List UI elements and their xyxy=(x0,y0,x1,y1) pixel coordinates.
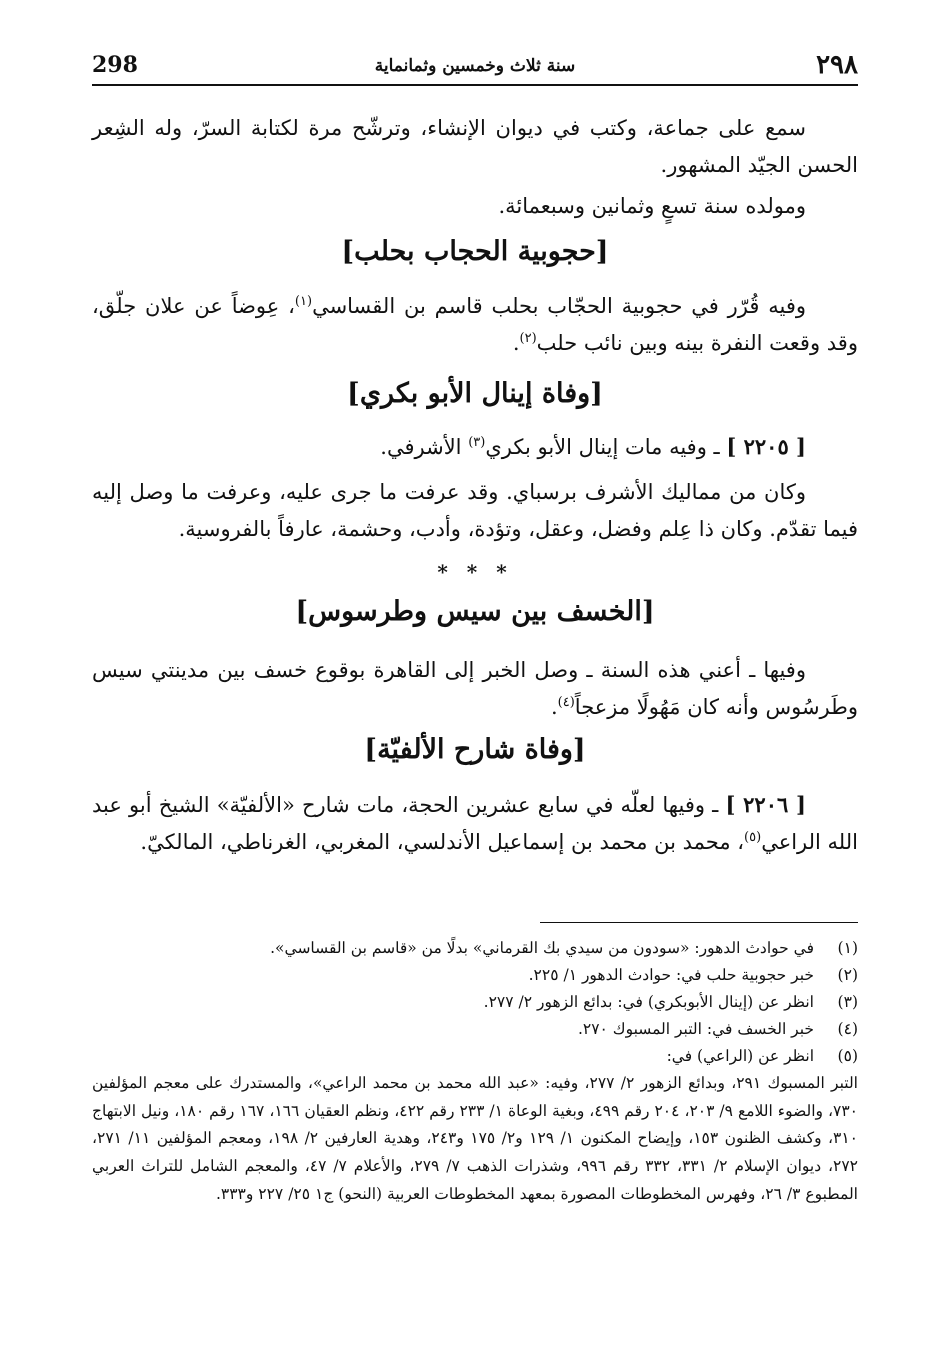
footnote-ref-4[interactable]: (٤) xyxy=(557,695,575,710)
footnote-1-mark: (١) xyxy=(837,939,858,957)
footnote-4 xyxy=(92,1016,858,1043)
paragraph-7-text-a: ـ وفيها لعلّه في سابع عشرين الحجة، مات شارح «الألفيّة» الشيخ أبو عبد الله الراعي xyxy=(92,793,858,854)
footnote-ref-3[interactable]: (٣) xyxy=(468,435,486,450)
page-number-arabic: ٢٩٨ xyxy=(816,50,858,80)
paragraph-1: سمع على جماعة، وكتب في ديوان الإنشاء، وترشّح مرة لكتابة السرّ، وله الشِعر الحسن الجيّد المشهور. xyxy=(92,116,858,177)
paragraph-2: ومولده سنة تسعٍ وثمانين وسبعمائة. xyxy=(498,194,806,218)
section-heading-alfiyya: [وفاة شارح الألفيّة] xyxy=(364,734,586,765)
paragraph-4 xyxy=(92,428,858,466)
footnote-2-text: خبر حجوبية حلب في: حوادث الدهور ١/ ٢٢٥. xyxy=(528,966,814,984)
footnote-2-mark: (٢) xyxy=(837,966,858,984)
footnote-3-text: انظر عن (إينال الأبوبكري) في: بدائع الزهور ٢/ ٢٧٧. xyxy=(483,993,814,1011)
paragraph-4-text-a: ـ وفيه مات إينال الأبو بكري xyxy=(485,435,727,459)
footnote-3-mark: (٣) xyxy=(837,993,858,1011)
footnote-ref-2[interactable]: (٢) xyxy=(519,331,537,346)
paragraph-3-text-c: . xyxy=(512,331,520,355)
footnote-5-body: التبر المسبوك ٢٩١، وبدائع الزهور ٢/ ٢٧٧، وفيه: «عبد الله محمد بن محمد الراعي»، والمستدرك على معجم المؤلفين ٧٣٠، والضوء اللامع ٩/ ٢٠٣، ٢٠٤ رقم ٤٩٩، وبغية الوعاة ١/ ٢٣٣ رقم ٤٢٢، ونظم العقيان ١٦٦، ١٦٧ رقم ١٨٠، ونيل الابتهاج ٣١٠، وكشف الظنون ١٥٣، وإيضاح المكنون ١/ ١٢٩ و٢/ ١٧٥ و٢٤٣، وهدية العارفين ٢/ ١٩٨، ومعجم المؤلفين ١١/ ٢٧١، ٢٧٢، ديوان الإسلام ٢/ ٣٣١، ٣٣٢ رقم ٩٩٦، وشذرات الذهب ٧/ ٢٧٩، والأعلام ٧/ ٤٧، والمعجم الشامل للتراث العربي المطبوع ٣/ ٢٦، وفهرس المخطوطات المصورة بمعهد المخطوطات العربية (النحو) ج١ ٢٥/ ٢٢٧ و٣٣٣. xyxy=(92,1074,859,1203)
page-header xyxy=(92,48,858,86)
paragraph-3 xyxy=(92,288,858,362)
footnote-1 xyxy=(92,935,858,962)
running-title: سنة ثلاث وخمسين وثمانماية xyxy=(374,56,576,76)
page-number-latin: 298 xyxy=(92,52,138,78)
paragraph-5: وكان من مماليك الأشرف برسباي. وقد عرفت ما جرى عليه، وعرفت ما وصل إليه فيما تقدّم. وكان ذا عِلم وفضل، وعقل، وتؤدة، وأدب، وحشمة، عارفاً بالفروسية. xyxy=(92,480,858,541)
paragraph-7 xyxy=(92,786,858,861)
footnote-ref-1[interactable]: (١) xyxy=(294,294,313,309)
paragraph-3-text-a: وفيه قُرّر في حجوبية الحجّاب بحلب قاسم بن القساسي xyxy=(312,294,806,318)
paragraph-3-text-b: ، عِوضاً عن علان جلّق، وقد وقعت النفرة بينه وبين نائب حلب xyxy=(92,294,858,355)
section-heading-khasf: [الخسف بين سيس وطرسوس] xyxy=(295,596,655,627)
footnote-divider xyxy=(540,922,858,923)
footnote-ref-5[interactable]: (٥) xyxy=(744,830,762,845)
paragraph-6 xyxy=(92,652,858,726)
section-heading-inal: [وفاة إينال الأبو بكري] xyxy=(347,378,603,409)
footnote-2 xyxy=(92,962,858,989)
footnote-4-text: خبر الخسف في: التبر المسبوك ٢٧٠. xyxy=(577,1020,814,1038)
footnote-4-mark: (٤) xyxy=(837,1020,858,1038)
paragraph-4-text-b: الأشرفي. xyxy=(380,435,469,459)
section-heading-hijabat-halab: [حجوبية الحجاب بحلب] xyxy=(341,236,609,267)
section-separator-stars: * * * xyxy=(437,560,513,584)
footnote-5 xyxy=(92,1043,858,1070)
paragraph-6-text-a: وفيها ـ أعني هذه السنة ـ وصل الخبر إلى القاهرة بوقوع خسف بين مدينتي سيس وطَرسُوس وأنه كان مَهُولًا مزعجاً xyxy=(92,658,858,719)
paragraph-7-text-b: ، محمد بن محمد بن إسماعيل الأندلسي، المغربي، الغرناطي، المالكيّ. xyxy=(140,830,745,854)
footnote-5-text: انظر عن (الراعي) في: xyxy=(666,1047,814,1065)
footnote-5-mark: (٥) xyxy=(837,1047,858,1065)
entry-number-2205: [ ٢٢٠٥ ] xyxy=(726,434,806,459)
entry-number-2206: [ ٢٢٠٦ ] xyxy=(725,792,806,817)
footnote-1-text: في حوادث الدهور: «سودون من سيدي بك القرماني» بدلًا من «قاسم بن القساسي». xyxy=(270,939,814,957)
paragraph-6-text-b: . xyxy=(550,695,558,719)
footnote-3 xyxy=(92,989,858,1016)
